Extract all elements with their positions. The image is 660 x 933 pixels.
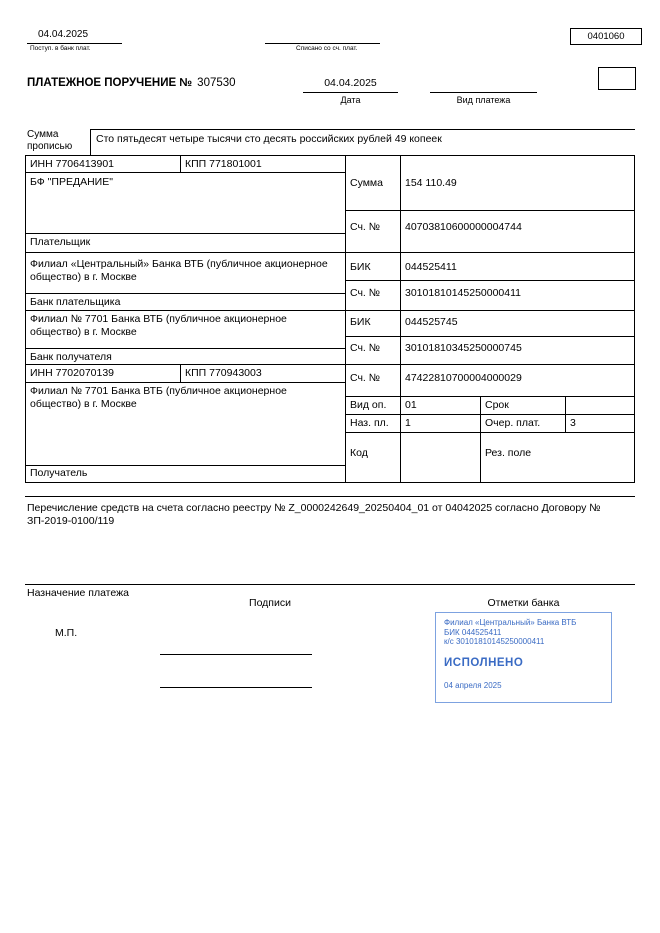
payee-inn: ИНН 7702070139: [30, 367, 115, 379]
payer-account-label: Сч. №: [350, 221, 381, 233]
code-label: Код: [350, 447, 368, 459]
document-number: 307530: [197, 77, 236, 89]
table-border: [25, 233, 345, 234]
divider-line: [25, 584, 635, 585]
amount-words-label: Сумма прописью: [27, 129, 73, 152]
table-border: [25, 364, 635, 365]
payee-bank-account-label: Сч. №: [350, 342, 381, 354]
table-border: [25, 155, 26, 483]
table-border: [345, 210, 634, 211]
payer-bank-bik-value: 044525411: [405, 261, 457, 273]
table-border: [480, 396, 481, 482]
document-date: 04.04.2025: [324, 77, 377, 89]
purpose-text: Перечисление средств на счета согласно реестру № Z_0000242649_20250404_01 от 04042025 согласно Договору № ЗП-2019-0100/119: [27, 502, 604, 527]
received-label: Поступ. в банк плат.: [30, 45, 91, 52]
op-type-value: 01: [405, 399, 417, 411]
stamp-status: ИСПОЛНЕНО: [444, 656, 524, 669]
table-border: [25, 293, 345, 294]
table-border: [25, 252, 635, 253]
payee-bank-bik-label: БИК: [350, 316, 371, 328]
signature-line: [160, 654, 312, 655]
table-border: [25, 310, 635, 311]
payee-account-label: Сч. №: [350, 372, 381, 384]
payee-section-label: Получатель: [30, 467, 88, 479]
payment-type-box: [598, 67, 636, 90]
bank-stamp: [435, 612, 612, 703]
title-label: ПЛАТЕЖНОЕ ПОРУЧЕНИЕ №: [27, 77, 193, 89]
document-title: [27, 77, 236, 89]
table-border: [345, 155, 346, 483]
purpose-section-label: Назначение платежа: [27, 587, 129, 599]
payer-bank-account-label: Сч. №: [350, 287, 381, 299]
payment-type-label: Вид платежа: [456, 95, 511, 105]
payee-account-value: 47422810700004000029: [405, 372, 522, 384]
stamp-bik: БИК 044525411: [444, 627, 502, 637]
table-border: [25, 348, 345, 349]
divider-line: [25, 496, 635, 497]
priority-value: 3: [570, 417, 576, 429]
pay-purpose-value: 1: [405, 417, 411, 429]
table-border: [345, 414, 634, 415]
payee-bank-account-value: 30101810345250000745: [405, 342, 522, 354]
table-border: [25, 482, 635, 483]
bank-marks-label: Отметки банка: [487, 597, 560, 609]
underline: [27, 43, 122, 44]
payee-bank-section-label: Банк получателя: [30, 351, 112, 363]
table-border: [345, 336, 634, 337]
table-border: [634, 155, 635, 483]
payer-section-label: Плательщик: [30, 236, 91, 248]
table-border: [25, 155, 635, 156]
cell-border: [90, 129, 91, 155]
payee-kpp: КПП 770943003: [185, 367, 262, 379]
payee-name: Филиал № 7701 Банка ВТБ (публичное акционерное общество) в г. Москве: [30, 385, 290, 410]
table-border: [25, 172, 345, 173]
received-date: 04.04.2025: [38, 29, 89, 40]
stamp-date: 04 апреля 2025: [444, 680, 502, 690]
table-border: [180, 364, 181, 382]
table-border: [345, 396, 634, 397]
form-code-box: 0401060: [570, 28, 642, 45]
payee-bank-bik-value: 044525745: [405, 316, 458, 328]
table-border: [565, 396, 566, 432]
priority-label: Очер. плат.: [485, 417, 541, 429]
amount-words-value: Сто пятьдесят четыре тысячи сто десять российских рублей 49 копеек: [96, 133, 442, 145]
table-border: [400, 155, 401, 483]
date-label: Дата: [340, 95, 361, 105]
payer-bank-name: Филиал «Центральный» Банка ВТБ (публичное акционерное общество) в г. Москве: [30, 258, 331, 283]
debited-label: Списано со сч. плат.: [296, 45, 358, 52]
sum-value: 154 110.49: [405, 177, 457, 189]
payer-kpp: КПП 771801001: [185, 158, 262, 170]
signatures-label: Подписи: [249, 597, 291, 609]
table-border: [25, 382, 345, 383]
payer-bank-section-label: Банк плательщика: [30, 296, 121, 308]
table-border: [25, 465, 345, 466]
stamp-bank-name: Филиал «Центральный» Банка ВТБ: [444, 618, 577, 627]
stamp-corr-account: к/с 30101810145250000411: [444, 637, 545, 646]
payer-bank-bik-label: БИК: [350, 261, 371, 273]
underline: [265, 43, 380, 44]
cell-border: [90, 129, 635, 130]
payer-bank-account-value: 30101810145250000411: [405, 287, 522, 299]
payer-name: БФ "ПРЕДАНИЕ": [30, 176, 113, 188]
pay-purpose-label: Наз. пл.: [350, 417, 389, 429]
sum-label: Сумма: [350, 177, 383, 189]
term-label: Срок: [485, 399, 509, 411]
payee-bank-name: Филиал № 7701 Банка ВТБ (публичное акционерное общество) в г. Москве: [30, 313, 290, 338]
underline: [430, 92, 537, 93]
table-border: [180, 155, 181, 172]
payer-account-value: 40703810600000004744: [405, 221, 522, 233]
stamp-place-label: М.П.: [55, 627, 78, 639]
signature-line: [160, 687, 312, 688]
table-border: [345, 432, 634, 433]
payer-inn: ИНН 7706413901: [30, 158, 115, 170]
reserve-field-label: Рез. поле: [485, 447, 532, 459]
op-type-label: Вид оп.: [350, 399, 387, 411]
underline: [303, 92, 398, 93]
table-border: [345, 280, 634, 281]
